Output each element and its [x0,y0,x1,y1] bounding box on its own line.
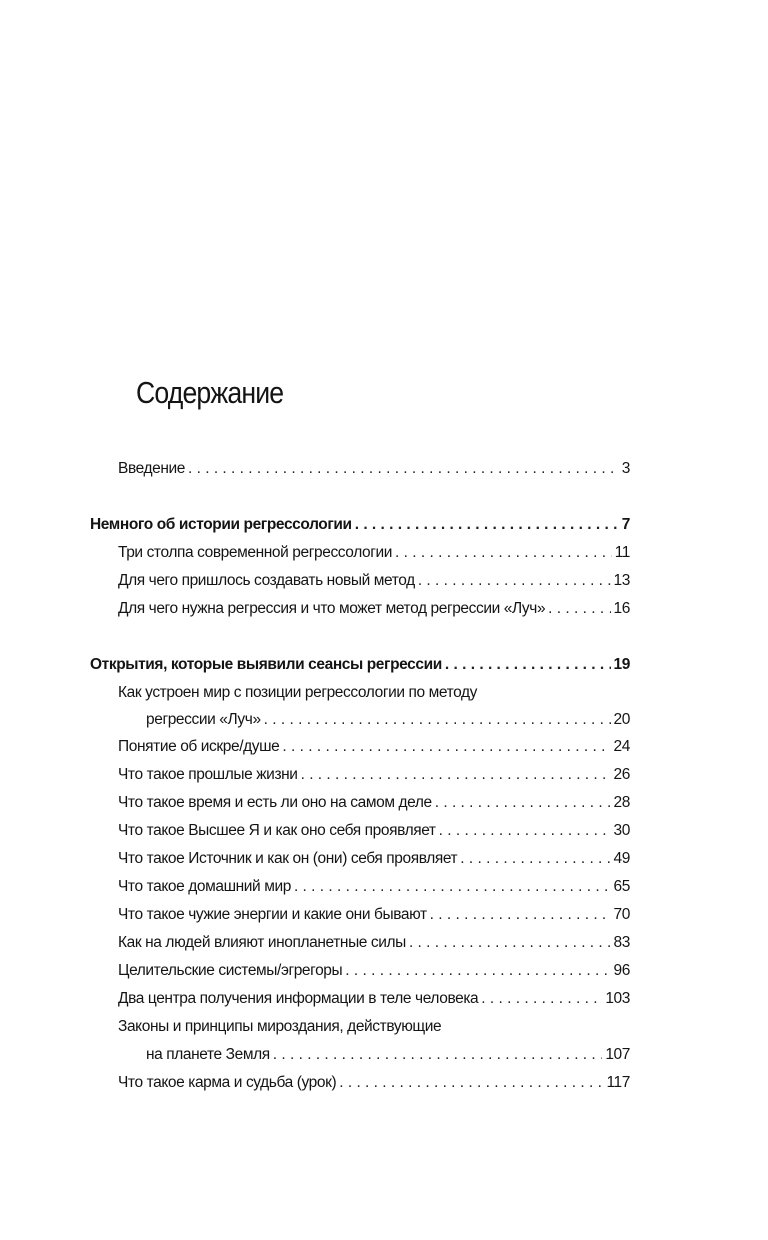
toc-entry [118,540,630,562]
toc-entry [118,1070,630,1092]
toc-entry-title: Открытия, которые выявили сеансы регрессии [90,656,442,673]
toc-entry-page: 49 [613,850,630,867]
toc-entry-title-continuation: на планете Земля [146,1046,270,1063]
dot-leader [301,766,611,784]
toc-entry-title-line1: Законы и принципы мироздания, действующие [118,1018,442,1035]
toc-entry-page: 26 [613,766,630,783]
dot-leader [409,934,611,952]
toc-entry-title: Введение [118,460,185,477]
dot-leader [273,1046,603,1064]
toc-entry [118,734,630,756]
toc-entry [118,930,630,952]
dot-leader [282,738,610,756]
toc-entry-title: Для чего пришлось создавать новый метод [118,572,415,589]
toc-entry-page: 13 [613,572,630,589]
dot-leader [294,878,611,896]
dot-leader [264,711,611,729]
dot-leader [548,600,610,618]
toc-entry-page: 28 [613,794,630,811]
toc-entry-title: Что такое прошлые жизни [118,766,298,783]
toc-entry [118,846,630,868]
dot-leader [418,572,611,590]
toc-entry-page: 11 [614,544,630,561]
toc-entry-title: Понятие об искре/душе [118,738,280,755]
toc-entry-title: Что такое чужие энергии и какие они бывают [118,906,427,923]
toc-entry-title: Что такое домашний мир [118,878,291,895]
dot-leader [355,516,619,534]
dot-leader [395,544,612,562]
toc-entry-page: 83 [613,934,630,951]
dot-leader [430,906,611,924]
toc-entry-page: 3 [621,460,630,477]
page-title: Содержание [136,375,284,410]
toc-entry-title: Что такое Источник и как он (они) себя проявляет [118,850,458,867]
toc-entry-page: 65 [613,878,630,895]
toc-entry [118,958,630,980]
dot-leader [460,850,610,868]
toc-entry-title: Два центра получения информации в теле человека [118,990,479,1007]
toc-entry-title: Для чего нужна регрессия и что может метод регрессии «Луч» [118,600,546,617]
toc-entry-title: Три столпа современной регрессологии [118,544,393,561]
toc-entry [118,790,630,812]
toc-entry [118,818,630,840]
toc-entry-title: Как на людей влияют инопланетные силы [118,934,406,951]
toc-entry-page: 19 [613,656,630,673]
toc-entry-page: 96 [613,962,630,979]
toc-entry [118,568,630,590]
toc-entry [146,707,630,729]
toc-chapter [90,512,630,534]
dot-leader [339,1074,603,1092]
toc-entry-page: 70 [613,906,630,923]
toc-entry [118,902,630,924]
dot-leader [188,460,619,478]
dot-leader [439,822,611,840]
toc-entry-title: Что такое карма и судьба (урок) [118,1074,337,1091]
toc-entry-page: 24 [613,738,630,755]
toc-entry-page: 103 [605,990,630,1007]
toc-entry-page: 30 [613,822,630,839]
toc-chapter [90,652,630,674]
toc-entry [118,762,630,784]
dot-leader [445,656,611,674]
dot-leader [435,794,611,812]
toc-entry-page: 20 [613,711,630,728]
toc-entry [118,456,630,478]
toc-entry [146,1042,630,1064]
dot-leader [345,962,610,980]
toc-entry-page: 117 [606,1074,630,1091]
toc-entry-title: Что такое Высшее Я и как оно себя проявляет [118,822,436,839]
toc-entry-title: Немного об истории регрессологии [90,516,352,533]
toc-entry-page: 107 [605,1046,630,1063]
toc-entry-title-line1: Как устроен мир с позиции регрессологии по методу [118,684,477,701]
toc-entry-title: Целительские системы/эгрегоры [118,962,343,979]
toc-entry [118,986,630,1008]
toc-entry [118,596,630,618]
toc-entry-title: Что такое время и есть ли оно на самом деле [118,794,432,811]
toc-entry [118,874,630,896]
toc-entry-page: 16 [613,600,630,617]
toc-entry-title-continuation: регрессии «Луч» [146,711,261,728]
dot-leader [481,990,602,1008]
toc-entry-page: 7 [621,516,630,533]
